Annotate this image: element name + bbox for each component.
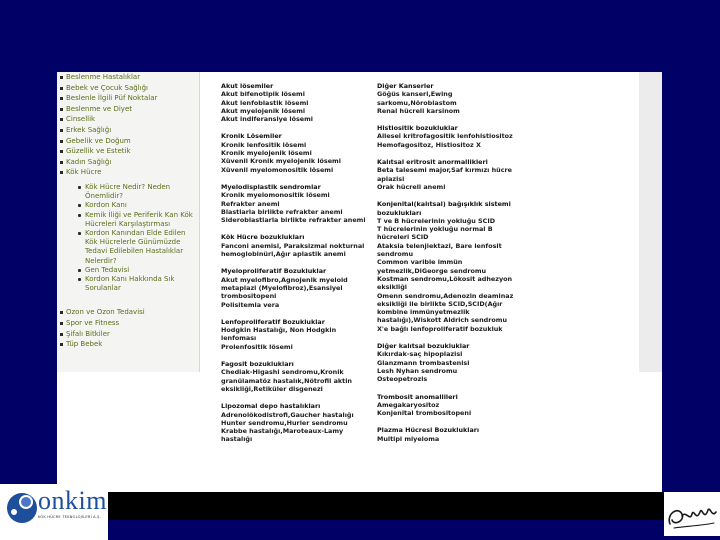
- disease-group: [221, 82, 371, 123]
- disease-line: Polisitemia vera: [221, 300, 280, 309]
- disease-line: Kronik myelojenik lösemi: [221, 149, 312, 158]
- signature-icon: [664, 492, 720, 536]
- disease-line: Hemofagositoz, Histiositoz X: [377, 140, 481, 149]
- disease-line: Kostman sendromu,Lökosit adhezyon eksikliği: [377, 274, 513, 292]
- disease-line: Akut lenfoblastik lösemi: [221, 98, 309, 107]
- disease-group-title: Trombosit anomallileri: [377, 392, 458, 401]
- onkim-logo: [0, 484, 108, 540]
- disease-line: T hücrelerinin yokluğu normal B hücreleri SCID: [377, 225, 493, 242]
- sidebar-link[interactable]: Gebelik ve Doğum: [57, 136, 199, 147]
- disease-group-title: Histiositik bozukluklar: [377, 124, 458, 133]
- disease-line: Akut indiferansiye lösemi: [221, 115, 313, 124]
- sidebar-sublink[interactable]: Kordon Kanı: [77, 201, 197, 210]
- disease-line: Glanzmann trombastenisi: [377, 358, 470, 367]
- disease-group: [377, 393, 527, 418]
- sidebar-link[interactable]: Beslenme Hastalıklar: [57, 72, 199, 83]
- disease-group: [377, 342, 527, 383]
- disease-group-title: Kök Hücre bozuklukları: [221, 233, 305, 242]
- disease-line: Kronik lenfositik lösemi: [221, 140, 307, 149]
- sidebar-sublist: [77, 183, 199, 293]
- disease-group-title: Lipozomal depo hastalıkları: [221, 402, 321, 411]
- disease-group: [377, 82, 527, 115]
- disease-group: [377, 158, 527, 191]
- disease-column-right: [377, 82, 527, 452]
- disease-group-title: Lenfoproliferatif Bozukluklar: [221, 317, 325, 326]
- disease-line: Common varible immün yetmezlik,DiGeorge sendromu: [377, 258, 487, 275]
- disease-group: [221, 233, 371, 258]
- sidebar-link[interactable]: Erkek Sağlığı: [57, 125, 199, 136]
- disease-line: Osteopetrozis: [377, 375, 428, 384]
- sidebar-link[interactable]: Şifalı Bitkiler: [57, 329, 199, 340]
- disease-line: X'e bağlı lenfoproliferatif bozukluk: [377, 324, 503, 333]
- disease-line: Orak hücreli anemi: [377, 182, 446, 191]
- disease-line: Kıkırdak-saç hipoplazisi: [377, 350, 463, 359]
- disease-group-title: Konjenital(kalıtsal) bağışıklık sistemi bozuklukları: [377, 200, 511, 217]
- sidebar-link[interactable]: Spor ve Fitness: [57, 318, 199, 329]
- disease-line: Sideroblastlarla birlikte refrakter anemi: [221, 216, 366, 225]
- disease-group-title: Diğer Kanserler: [377, 82, 434, 90]
- disease-group: [377, 124, 527, 149]
- disease-line: Fanconi anemisi, Paraksizmal nokturnal hemoglobinüri,Ağır aplastik anemi: [221, 241, 365, 259]
- disease-group-title: Kalıtsal eritrosit anormallikleri: [377, 158, 488, 167]
- disease-group: [221, 402, 371, 443]
- disease-column-left: [221, 82, 371, 453]
- disease-line: Renal hücreli karsinom: [377, 106, 460, 115]
- disease-group: [377, 200, 527, 333]
- sidebar-link[interactable]: Cinsellik: [57, 114, 199, 125]
- disease-group: [221, 183, 371, 224]
- disease-line: Akut myelojenik lösemi: [221, 106, 306, 115]
- disease-line: T ve B hücrelerinin yokluğu SCID: [377, 216, 496, 225]
- sidebar-link[interactable]: Beslenme ve Diyet: [57, 104, 199, 115]
- disease-group-title: Akut lösemiler: [221, 82, 274, 90]
- disease-group: [221, 267, 371, 308]
- sidebar-link[interactable]: Tüp Bebek: [57, 339, 199, 350]
- disease-line: Multipl miyeloma: [377, 434, 440, 443]
- sidebar-list-bottom: [57, 307, 199, 349]
- disease-line: Ailesel kritrofagositik lenfohistiositoz: [377, 132, 513, 141]
- sidebar-sublink[interactable]: Kordon Kanı Hakkında Sık Sorulanlar: [77, 275, 197, 293]
- disease-group-title: Myelodisplastik sendromlar: [221, 182, 321, 191]
- disease-line: Göğüs kanseri,Ewing sarkomu,Nöroblastom: [377, 90, 457, 107]
- screenshot-panel: [57, 72, 662, 492]
- sidebar-link[interactable]: Bebek ve Çocuk Sağlığı: [57, 83, 199, 94]
- disease-line: Akut myelofibro,Agnojenik myeloid metaplazi (Myelofibroz),Esansiyel trombositopeni: [221, 275, 348, 301]
- disease-group-title: Myeloproliferatif Bozukluklar: [221, 267, 327, 276]
- disease-line: Refrakter anemi: [221, 199, 280, 208]
- sidebar-link[interactable]: Kadın Sağlığı: [57, 157, 199, 168]
- sidebar-menu: [57, 72, 200, 372]
- disease-line: Krabbe hastalığı,Maroteaux-Lamy hastalığı: [221, 427, 344, 444]
- disease-line: Xüvenil Kronik myelojenik lösemi: [221, 157, 341, 166]
- sidebar-sublink[interactable]: Gen Tedavisi: [77, 266, 197, 275]
- disease-line: Ataksia telenjiektazi, Bare lenfosit sendromu: [377, 241, 502, 259]
- disease-line: Xüvenil myelomonositik lösemi: [221, 165, 334, 174]
- sidebar-list-top: [57, 72, 199, 178]
- sidebar-sublink[interactable]: Kemik İliği ve Periferik Kan Kök Hücreleri Karşılaştırması: [77, 211, 197, 229]
- disease-line: Akut bifenotipik lösemi: [221, 90, 305, 99]
- footer-bar: [107, 492, 664, 520]
- disease-group: [221, 318, 371, 351]
- sidebar-sublink[interactable]: Kök Hücre Nedir? Neden Önemlidir?: [77, 183, 197, 201]
- sidebar-link[interactable]: Ozon ve Ozon Tedavisi: [57, 307, 199, 318]
- disease-line: Chediak-Higashi sendromu,Kronik granülamatöz hastalık,Nötrofil aktin eksikliği,Retiküler disgenezi: [221, 368, 352, 393]
- disease-group-title: Plazma Hücresi Bozuklukları: [377, 426, 480, 435]
- sidebar-link[interactable]: Beslenle İlgili Püf Noktalar: [57, 93, 199, 104]
- sidebar-sublink[interactable]: Kordon Kanından Elde Edilen Kök Hücrelerle Günümüzde Tedavi Edilebilen Hastalıklar Nelerdir?: [77, 229, 197, 266]
- disease-line: Omenn sendromu,Adenozin deaminaz eksikliği ile birlikte SCID,SCID(Ağır kombine immünyetmezlik hastalığı),Wiskott Aldrich sendromu: [377, 291, 514, 325]
- disease-line: Prolenfositik lösemi: [221, 342, 293, 351]
- disease-line: Kronik myelomonositik lösemi: [221, 191, 330, 200]
- sidebar-link[interactable]: Güzellik ve Estetik: [57, 146, 199, 157]
- disease-line: Lesh Nyhan sendromu: [377, 366, 458, 375]
- disease-group-title: Kronik Lösemiler: [221, 132, 282, 141]
- disease-group-title: Fagosit bozuklukları: [221, 360, 294, 369]
- disease-line: Beta talesemi major,Saf kırmızı hücre aplazisi: [377, 166, 512, 183]
- disease-group: [221, 360, 371, 393]
- disease-line: Amegakaryositoz: [377, 400, 440, 409]
- logo-tagline: KÖK HÜCRE TEKNOLOJİLERİ A.Ş.: [38, 515, 101, 519]
- disease-line: Konjenital trombositopeni: [377, 409, 472, 418]
- disease-line: Blastlarla birlikte refrakter anemi: [221, 207, 343, 216]
- disease-line: Hodgkin Hastalığı, Non Hodgkin lenfoması: [221, 326, 337, 343]
- disease-group: [377, 426, 527, 443]
- logo-name: onkim: [38, 486, 107, 515]
- page-margin: [639, 72, 662, 372]
- signature-logo: [664, 492, 720, 536]
- disease-line: Adrenolökodistrofi,Gaucher hastalığı: [221, 410, 354, 419]
- logo-circles-icon: [4, 488, 40, 524]
- disease-group: [221, 132, 371, 173]
- disease-group-title: Diğer kalıtsal bozukluklar: [377, 342, 470, 351]
- sidebar-link[interactable]: Kök Hücre: [57, 167, 199, 178]
- disease-line: Hunter sendromu,Hurler sendromu: [221, 418, 348, 427]
